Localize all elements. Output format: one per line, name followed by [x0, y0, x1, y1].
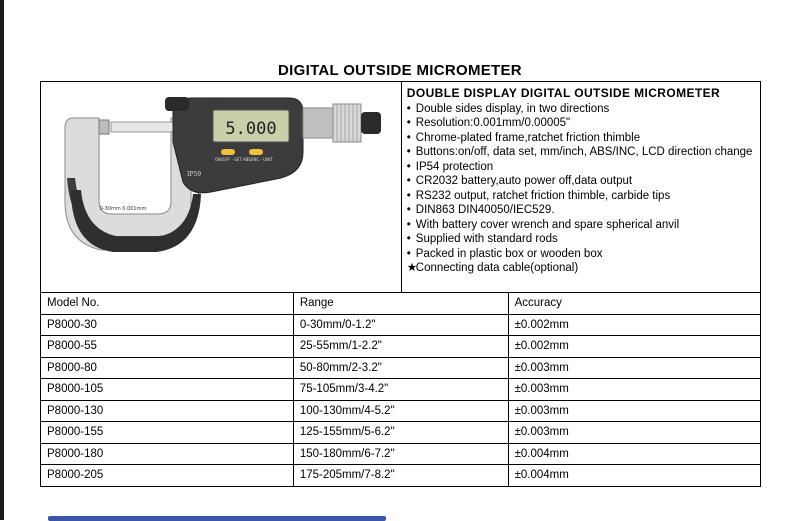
model-cell: P8000-205 [41, 465, 294, 487]
header-model: Model No. [41, 293, 294, 315]
bullet-icon: • [406, 189, 411, 202]
table-row [41, 336, 761, 358]
lcd-value: 5.000 [225, 119, 277, 139]
accuracy-cell: ±0.004mm [508, 465, 760, 487]
accuracy-cell: ±0.003mm [508, 422, 760, 444]
feature-item [407, 116, 756, 131]
feature-item [407, 102, 756, 117]
bullet-icon: • [406, 218, 411, 231]
feature-item [407, 174, 756, 189]
bullet-icon: • [406, 131, 411, 144]
model-cell: P8000-80 [41, 357, 294, 379]
range-cell: 100-130mm/4-5.2" [293, 400, 508, 422]
feature-text: Packed in plastic box or wooden box [415, 247, 603, 260]
feature-text: Supplied with standard rods [415, 233, 558, 245]
feature-item [407, 232, 756, 247]
accuracy-cell: ±0.002mm [508, 314, 760, 336]
bullet-icon: • [406, 175, 411, 187]
accuracy-cell: ±0.004mm [508, 443, 760, 465]
range-cell: 150-180mm/6-7.2" [293, 443, 508, 465]
model-cell: P8000-30 [41, 314, 294, 336]
page-title: DIGITAL OUTSIDE MICROMETER [278, 62, 522, 79]
star-icon: ★ [406, 262, 418, 274]
accuracy-cell: ±0.003mm [508, 379, 760, 401]
feature-item [407, 189, 756, 204]
feature-item [407, 160, 756, 175]
product-description [401, 82, 760, 293]
table-row [41, 400, 761, 422]
product-heading: DOUBLE DISPLAY DIGITAL OUTSIDE MICROMETER [406, 86, 721, 100]
range-cell: 75-105mm/3-4.2" [293, 379, 508, 401]
bullet-icon: • [406, 146, 411, 158]
table-row [41, 443, 761, 465]
feature-text: Chrome-plated frame,ratchet friction thimble [415, 131, 641, 144]
product-row [41, 82, 761, 293]
section-divider [48, 516, 386, 521]
range-cell: 25-55mm/1-2.2" [293, 336, 508, 358]
feature-text: Buttons:on/off, data set, mm/inch, ABS/INC, LCD direction change [415, 146, 753, 158]
table-row [41, 314, 761, 336]
feature-text: CR2032 battery,auto power off,data output [415, 175, 633, 187]
product-image-cell [41, 82, 402, 293]
feature-text: DIN863 DIN40050/IEC529. [415, 204, 555, 216]
feature-item [407, 247, 756, 262]
feature-item [407, 218, 756, 233]
feature-item [407, 131, 756, 146]
range-cell: 125-155mm/5-6.2" [293, 422, 508, 444]
button-label-1: ON/OFF - SET [215, 157, 242, 162]
header-accuracy: Accuracy [508, 293, 760, 315]
feature-item [407, 203, 756, 218]
model-cell: P8000-180 [41, 443, 294, 465]
range-cell: 175-205mm/7-8.2" [293, 465, 508, 487]
feature-text: Double sides display, in two directions [415, 102, 610, 115]
table-row [41, 357, 761, 379]
feature-text: RS232 output, ratchet friction thimble, carbide tips [415, 189, 671, 202]
model-cell: P8000-130 [41, 400, 294, 422]
bullet-icon: • [406, 117, 411, 129]
feature-text: Connecting data cable(optional) [415, 262, 579, 274]
feature-text: IP54 protection [415, 160, 494, 173]
feature-list [407, 102, 756, 276]
feature-text: Resolution:0.001mm/0.00005" [415, 117, 571, 129]
ip-label: IP59 [187, 171, 202, 178]
bullet-icon: • [406, 204, 411, 216]
bullet-icon: • [406, 247, 411, 260]
accuracy-cell: ±0.003mm [508, 400, 760, 422]
feature-text: With battery cover wrench and spare spherical anvil [415, 218, 680, 231]
table-row [41, 465, 761, 487]
bullet-icon: • [406, 102, 411, 115]
micrometer-image [41, 82, 399, 292]
feature-item [407, 261, 756, 276]
table-row [41, 379, 761, 401]
range-cell: 50-80mm/2-3.2" [293, 357, 508, 379]
header-range: Range [293, 293, 508, 315]
bullet-icon: • [406, 160, 411, 173]
feature-item [407, 145, 756, 160]
range-label: 0-30mm 0.001mm [99, 206, 147, 212]
accuracy-cell: ±0.002mm [508, 336, 760, 358]
button-label-2: ABS/INC - UNIT [243, 157, 273, 162]
table-row [41, 422, 761, 444]
bullet-icon: • [406, 233, 411, 245]
model-cell: P8000-105 [41, 379, 294, 401]
spec-table [40, 81, 761, 487]
table-header-row [41, 293, 761, 315]
model-cell: P8000-55 [41, 336, 294, 358]
model-cell: P8000-155 [41, 422, 294, 444]
accuracy-cell: ±0.003mm [508, 357, 760, 379]
range-cell: 0-30mm/0-1.2" [293, 314, 508, 336]
